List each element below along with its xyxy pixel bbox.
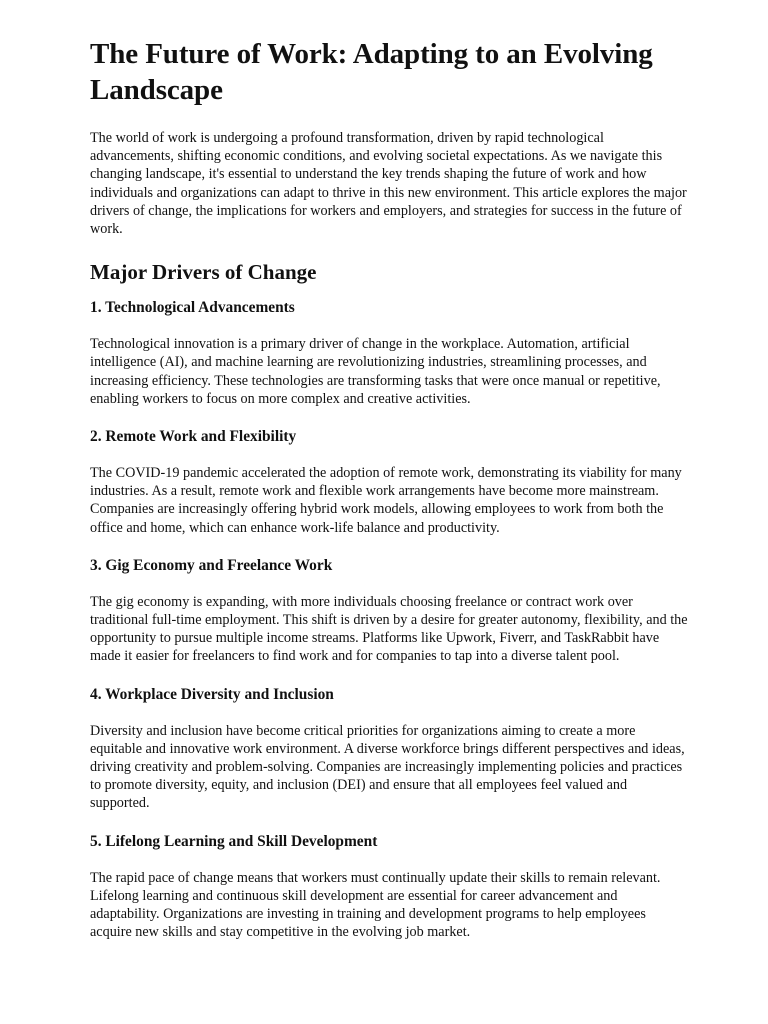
subsection-heading: 2. Remote Work and Flexibility: [90, 428, 297, 446]
subsection-heading: 5. Lifelong Learning and Skill Development: [90, 832, 378, 850]
subsection-body: The COVID-19 pandemic accelerated the adoption of remote work, demonstrating its viability for many industries. As a result, remote work and flexible work arrangements have become more mainstream. Companies are increasingly offering hybrid work models, allowing employees to work from both the office and home, which can enhance work-life balance and productivity.: [90, 465, 682, 536]
article-title: The Future of Work: Adapting to an Evolving Landscape: [90, 38, 653, 106]
subsection-body: The rapid pace of change means that workers must continually update their skills to remain relevant. Lifelong learning and continuous skill development are essential for career advancement and adaptability. Organizations are investing in training and development programs to help employees acquire new skills and stay competitive in the evolving job market.: [90, 869, 661, 941]
subsection-lifelong-learning: [90, 832, 688, 942]
intro-paragraph: The world of work is undergoing a profound transformation, driven by rapid technological advancements, shifting economic conditions, and evolving societal expectations. As we navigate this changing landscape, it's essential to understand the key trends shaping the future of work and how individuals and organizations can adapt to thrive in this new environment. This article explores the major drivers of change, the implications for workers and employers, and strategies for success in the future of work.: [90, 130, 687, 238]
subsection-heading: 3. Gig Economy and Freelance Work: [90, 556, 333, 574]
subsection-heading: 4. Workplace Diversity and Inclusion: [90, 685, 334, 703]
subsection-remote-work: [90, 427, 688, 537]
subsection-body: The gig economy is expanding, with more individuals choosing freelance or contract work over traditional full-time employment. This shift is driven by a desire for greater autonomy, flexibility, and the opportunity to pursue multiple income streams. Platforms like Upwork, Fiverr, and TaskRabbit have made it easier for freelancers to find work and for companies to tap into a diverse talent pool.: [90, 593, 688, 665]
subsection-diversity-inclusion: [90, 685, 688, 813]
subsection-gig-economy: [90, 556, 688, 666]
subsection-body: Diversity and inclusion have become critical priorities for organizations aiming to create a more equitable and innovative work environment. A diverse workforce brings different perspectives and ideas, driving creativity and problem-solving. Companies are increasingly implementing policies and practices to promote diversity, equity, and inclusion (DEI) and ensure that all employees feel valued and supported.: [90, 722, 685, 812]
subsection-heading: 1. Technological Advancements: [90, 299, 295, 317]
section-heading-major-drivers: Major Drivers of Change: [90, 260, 317, 285]
subsection-technological-advancements: [90, 298, 688, 408]
subsection-body: Technological innovation is a primary driver of change in the workplace. Automation, artificial intelligence (AI), and machine learning are revolutionizing industries, streamlining processes, and increasing efficiency. These technologies are transforming tasks that were once manual or repetitive, enabling workers to focus on more complex and creative activities.: [90, 336, 661, 407]
